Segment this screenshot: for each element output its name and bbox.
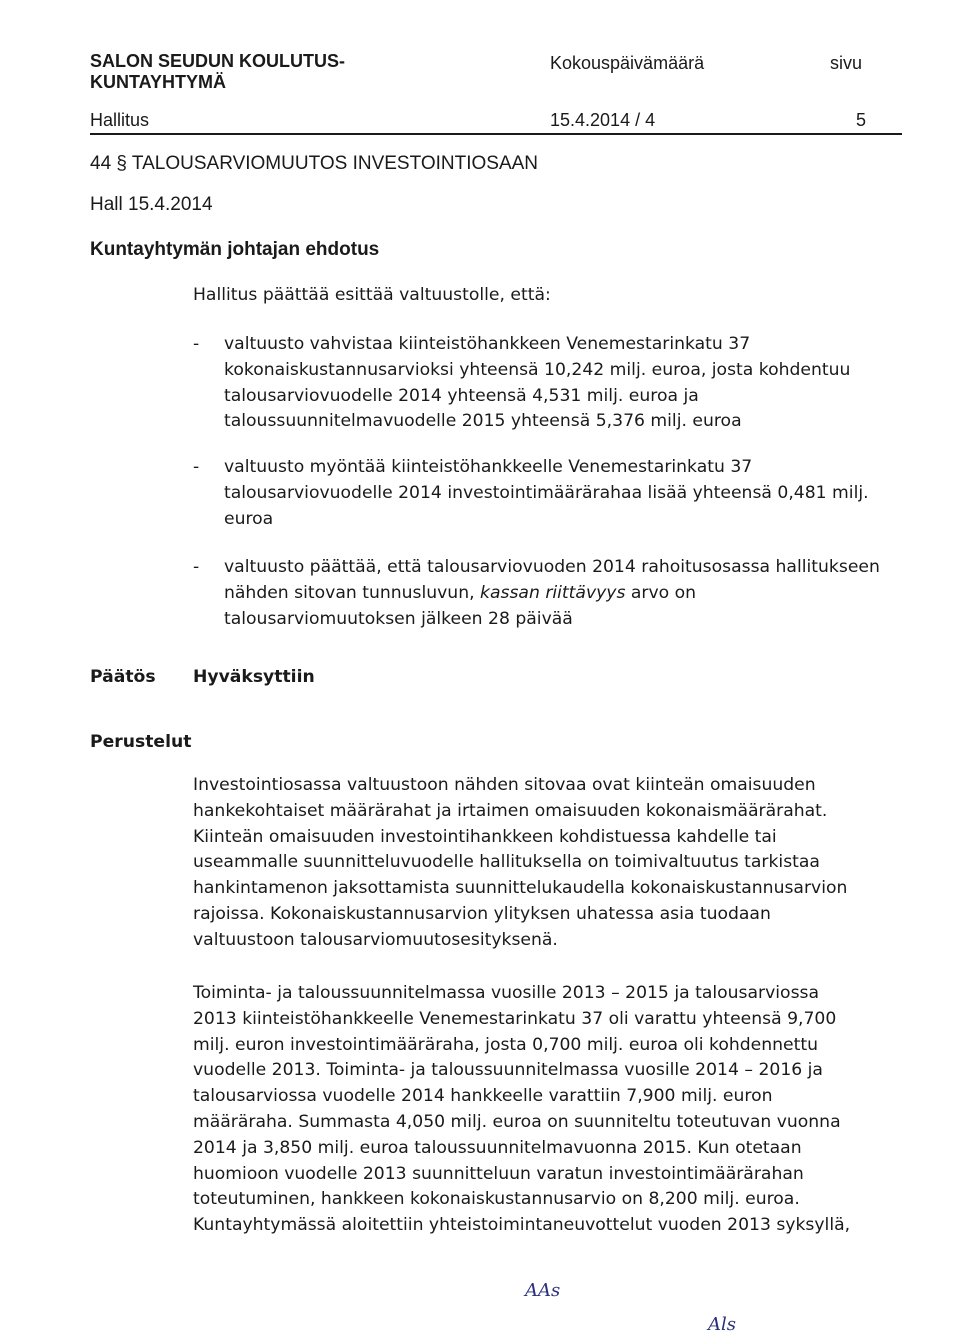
- bullet-line: [224, 581, 914, 607]
- paragraph-line: rajoissa. Kokonaiskustannusarvion ylityksen uhatessa asia tuodaan: [193, 903, 771, 924]
- bullet-text: [224, 455, 914, 532]
- proposal-heading: Kuntayhtymän johtajan ehdotus: [90, 239, 380, 260]
- paragraph-line: toteutuminen, hankkeen kokonaiskustannusarvio on 8,200 milj. euroa.: [193, 1189, 800, 1210]
- bullet-line: euroa: [224, 508, 274, 529]
- paragraph-line: 2013 kiinteistöhankkeelle Venemestarinkatu 37 oli varattu yhteensä 9,700: [193, 1008, 837, 1029]
- proposal-lead: Hallitus päättää esittää valtuustolle, että:: [193, 285, 551, 305]
- bullet-line: valtuusto myöntää kiinteistöhankkeelle Venemestarinkatu 37: [224, 457, 753, 477]
- meeting-date-label: Kokouspäivämäärä: [550, 53, 705, 73]
- rationale-paragraph-1: [193, 773, 893, 954]
- bullet-text: [224, 555, 914, 632]
- paragraph-line: milj. euron investointimääräraha, josta 0,700 milj. euroa oli kohdennettu: [193, 1034, 818, 1055]
- paragraph-line: määräraha. Summasta 4,050 milj. euroa on suunniteltu toteutuvan vuonna: [193, 1111, 841, 1132]
- bullet-line: valtuusto päättää, että talousarviovuoden 2014 rahoitusosassa hallitukseen: [224, 557, 880, 577]
- cash-adequacy-term: kassan riittävyys: [480, 582, 626, 603]
- paragraph-line: valtuustoon talousarviomuutosesityksenä.: [193, 929, 558, 950]
- bullet-line-part: nähden sitovan tunnusluvun,: [224, 582, 481, 603]
- page-label: sivu: [830, 53, 863, 73]
- bullet-line: kokonaiskustannusarvioksi yhteensä 10,242 milj. euroa, josta kohdentuu: [224, 359, 851, 380]
- paragraph-line: talousarviossa vuodelle 2014 hankkeelle varattiin 7,900 milj. euron: [193, 1086, 773, 1107]
- section-title: 44 § TALOUSARVIOMUUTOS INVESTOINTIOSAAN: [90, 153, 539, 174]
- decision-label: Päätös: [90, 667, 156, 687]
- paragraph-line: Kiinteän omaisuuden investointihankkeen kohdistuessa kahdelle tai: [193, 826, 777, 847]
- bullet-line-part: arvo on: [625, 582, 697, 603]
- bullet-text: [224, 332, 914, 435]
- paragraph-line: hankekohtaiset määrärahat ja irtaimen omaisuuden kokonaismäärärahat.: [193, 800, 828, 821]
- handwritten-initials-1: AAs: [525, 1280, 561, 1301]
- bullet-line: valtuusto vahvistaa kiinteistöhankkeen Venemestarinkatu 37: [224, 334, 751, 354]
- page-number: 5: [856, 110, 867, 130]
- bullet-line: talousarviovuodelle 2014 yhteensä 4,531 milj. euroa ja: [224, 385, 699, 406]
- bullet-dash: -: [193, 457, 200, 477]
- bullet-line: talousarviovuodelle 2014 investointimäärärahaa lisää yhteensä 0,481 milj.: [224, 482, 869, 503]
- paragraph-line: Toiminta- ja taloussuunnitelmassa vuosille 2013 – 2015 ja talousarviossa: [193, 983, 820, 1003]
- paragraph-line: Kuntayhtymässä aloitettiin yhteistoimintaneuvottelut vuoden 2013 syksyllä,: [193, 1215, 851, 1236]
- bullet-dash: -: [193, 557, 200, 577]
- paragraph-line: Investointiosassa valtuustoon nähden sitovaa ovat kiinteän omaisuuden: [193, 775, 816, 795]
- handwritten-initials-2: Als: [708, 1314, 736, 1335]
- paragraph-line: hankintamenon jaksottamista suunnittelukaudella kokonaiskustannusarvion: [193, 878, 848, 899]
- bullet-dash: -: [193, 334, 200, 354]
- decision-value: Hyväksyttiin: [193, 667, 315, 687]
- body-name: Hallitus: [90, 110, 150, 130]
- paragraph-line: useammalle suunnitteluvuodelle hallituksella on toimivaltuutus tarkistaa: [193, 852, 820, 873]
- header-rule: [90, 133, 902, 135]
- rationale-paragraph-2: [193, 981, 893, 1239]
- organization-name-line1: SALON SEUDUN KOULUTUS-: [90, 51, 345, 71]
- organization-name-line2: KUNTAYHTYMÄ: [90, 72, 227, 92]
- bullet-line: taloussuunnitelmavuodelle 2015 yhteensä 5,376 milj. euroa: [224, 411, 742, 432]
- rationale-heading: Perustelut: [90, 732, 192, 752]
- meeting-date: 15.4.2014 / 4: [550, 110, 656, 130]
- paragraph-line: huomioon vuodelle 2013 suunnitteluun varatun investointimäärärahan: [193, 1163, 804, 1184]
- paragraph-line: 2014 ja 3,850 milj. euroa taloussuunnitelmavuonna 2015. Kun otetaan: [193, 1137, 802, 1158]
- meeting-reference: Hall 15.4.2014: [90, 194, 213, 215]
- paragraph-line: vuodelle 2013. Toiminta- ja taloussuunnitelmassa vuosille 2014 – 2016 ja: [193, 1060, 823, 1081]
- bullet-line: talousarviomuutoksen jälkeen 28 päivää: [224, 608, 573, 629]
